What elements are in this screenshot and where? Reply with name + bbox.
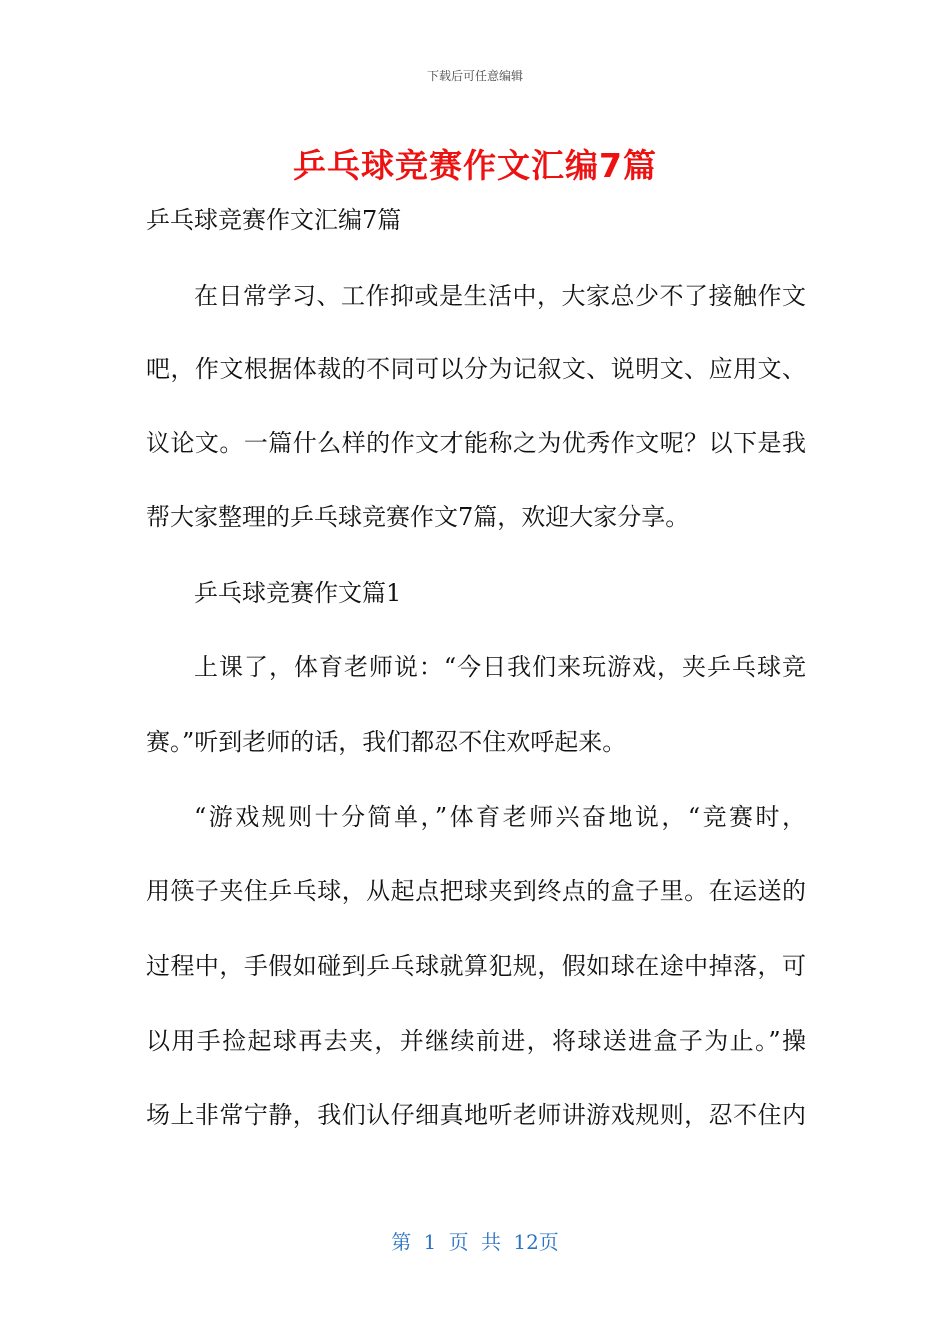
header-note: 下载后可任意编辑 [426, 69, 523, 83]
page-footer: 第 1 页 共 12页 [391, 1230, 559, 1254]
paragraph-line: 吧，作文根据体裁的不同可以分为记叙文、说明文、应用文、 [146, 355, 806, 383]
paragraph-line: 场上非常宁静，我们认仔细真地听老师讲游戏规则，忍不住内 [146, 1101, 806, 1129]
paragraph-line: 赛。”听到老师的话，我们都忍不住欢呼起来。 [146, 728, 627, 756]
paragraph-line: 上课了，体育老师说：“今日我们来玩游戏，夹乒乓球竞 [194, 653, 806, 681]
paragraph-line: “游戏规则十分简单，”体育老师兴奋地说，“竞赛时， [194, 803, 806, 831]
document-title: 乒乓球竞赛作文汇编7篇 [293, 146, 657, 185]
paragraph-line: 帮大家整理的乒乓球竞赛作文7篇，欢迎大家分享。 [146, 503, 690, 531]
paragraph-line: 议论文。一篇什么样的作文才能称之为优秀作文呢？以下是我 [146, 429, 806, 457]
paragraph-line: 过程中，手假如碰到乒乓球就算犯规，假如球在途中掉落，可 [146, 952, 806, 980]
paragraph-line: 以用手捡起球再去夹，并继续前进，将球送进盒子为止。”操 [146, 1027, 806, 1055]
paragraph-line: 在日常学习、工作抑或是生活中，大家总少不了接触作文 [194, 282, 806, 310]
paragraph-line: 用筷子夹住乒乓球，从起点把球夹到终点的盒子里。在运送的 [146, 877, 806, 905]
document-subtitle: 乒乓球竞赛作文汇编7篇 [146, 206, 402, 234]
section-heading: 乒乓球竞赛作文篇1 [194, 579, 402, 607]
